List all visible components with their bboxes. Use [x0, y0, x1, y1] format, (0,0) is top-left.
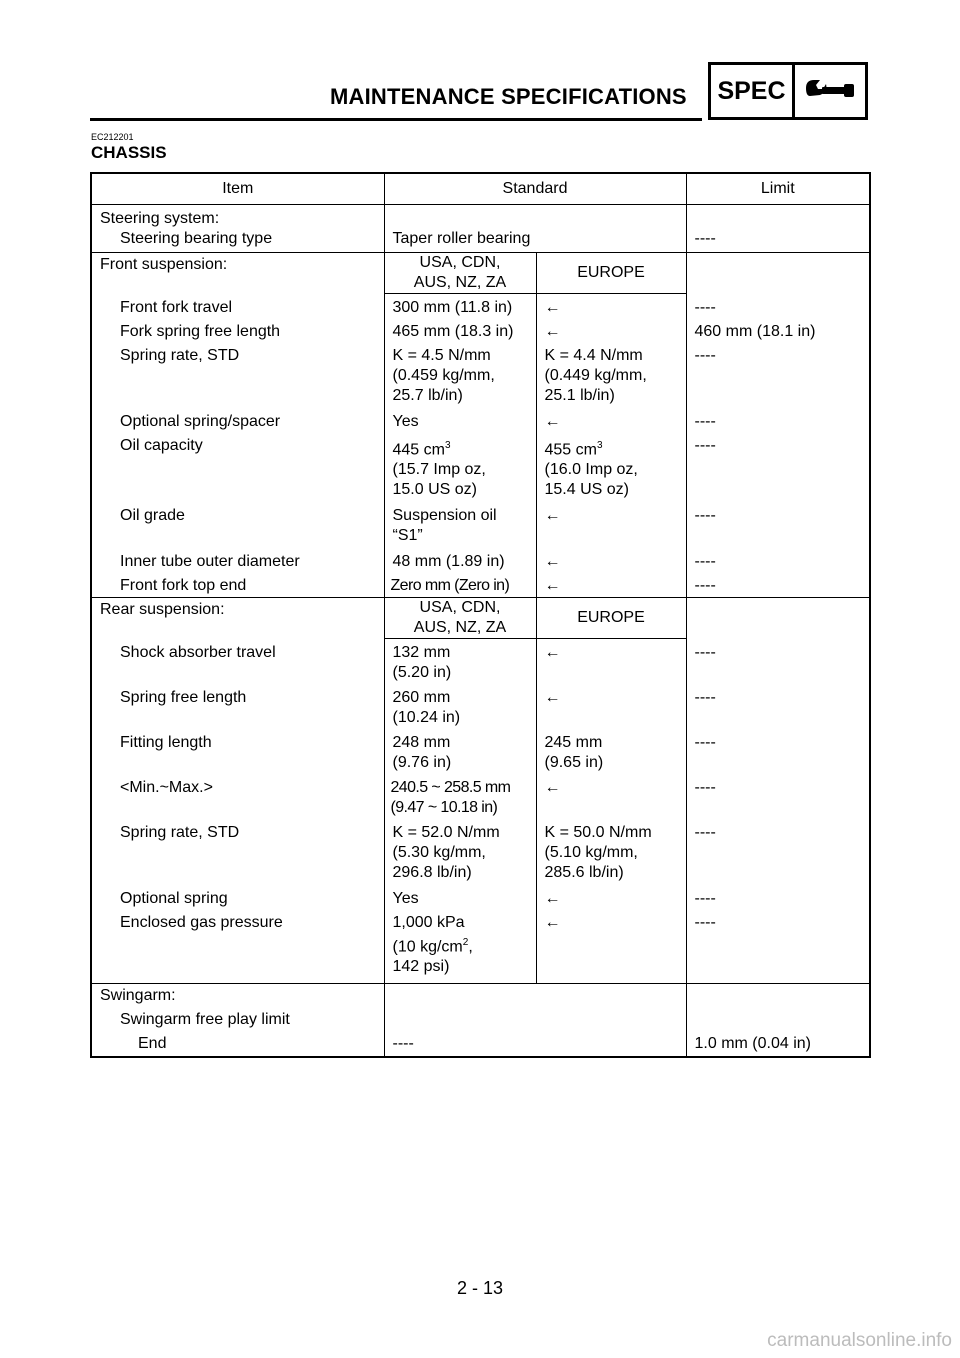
table-row: End ---- 1.0 mm (0.04 in) [91, 1034, 870, 1054]
watermark: carmanualsonline.info [767, 1330, 952, 1351]
table-row: Enclosed gas pressure 1,000 kPa (10 $kg/cm^2$, 142 psi) ← ---- [91, 913, 870, 977]
page-header-title: MAINTENANCE SPECIFICATIONS [330, 84, 687, 109]
table-row: Fitting length 248 mm (9.76 in) 245 mm (9.65 in) ---- [91, 733, 870, 773]
table-row: Steering bearing type Taper roller bearing ---- [91, 229, 870, 249]
spec-icon-cell [795, 65, 865, 117]
table-row [91, 983, 870, 1006]
table-row: Swingarm free play limit [91, 1010, 870, 1030]
column-header-item: Item [91, 173, 384, 205]
header-rule [90, 118, 702, 121]
page-number: 2 - 13 [456, 1278, 504, 1298]
group-heading: Steering system: [91, 209, 384, 229]
table-row: Fork spring free length 465 mm (18.3 in) ← 460 mm (18.1 in) [91, 322, 870, 342]
table-row: Oil grade Suspension oil “S1” ← ---- [91, 506, 870, 546]
table-row: Front fork top end Zero mm (Zero in) ← ---- [91, 576, 870, 596]
spec-box [708, 62, 868, 120]
table-row: Front suspension: USA, CDN, AUS, NZ, ZA EUROPE [91, 253, 870, 294]
table-row: Rear suspension: USA, CDN, AUS, NZ, ZA EUROPE [91, 598, 870, 639]
table-row: Spring free length 260 mm (10.24 in) ← ---- [91, 688, 870, 728]
column-header-limit: Limit [686, 173, 870, 205]
spec-label: SPEC [711, 65, 795, 117]
table-row: Front fork travel 300 mm (11.8 in) ← ---- [91, 298, 870, 318]
table-header-row [91, 173, 870, 205]
table-row: Optional spring/spacer Yes ← ---- [91, 412, 870, 432]
group-heading: Swingarm: [91, 983, 384, 1006]
table-row: Spring rate, STD K = 4.5 N/mm (0.459 kg/mm, 25.7 lb/in) K = 4.4 N/mm (0.449 kg/mm, 25.1 lb/in) ---- [91, 346, 870, 406]
table-row: Inner tube outer diameter 48 mm (1.89 in) ← ---- [91, 552, 870, 572]
table-row [91, 209, 870, 229]
section-title: CHASSIS [91, 143, 167, 162]
chassis-spec-table [90, 172, 871, 1058]
column-header-standard: Standard [384, 173, 686, 205]
table-row: Optional spring Yes ← ---- [91, 889, 870, 909]
section-code: EC212201 [91, 132, 134, 142]
table-row: <Min.~Max.> 240.5 ~ 258.5 mm (9.47 ~ 10.18 in) ← ---- [91, 778, 870, 818]
table-row: Spring rate, STD K = 52.0 N/mm (5.30 kg/mm, 296.8 lb/in) K = 50.0 N/mm (5.10 kg/mm, 285.6 lb/in) ---- [91, 823, 870, 883]
group-heading: Front suspension: [91, 253, 384, 294]
group-heading: Rear suspension: [91, 598, 384, 639]
table-row: Shock absorber travel 132 mm (5.20 in) ← ---- [91, 643, 870, 683]
table-row: Oil capacity 445 $cm^3$ (15.7 Imp oz, 15.0 US oz) 455 $cm^3$ (16.0 Imp oz, 15.4 US oz) ---- [91, 436, 870, 500]
wrench-icon [800, 76, 860, 106]
